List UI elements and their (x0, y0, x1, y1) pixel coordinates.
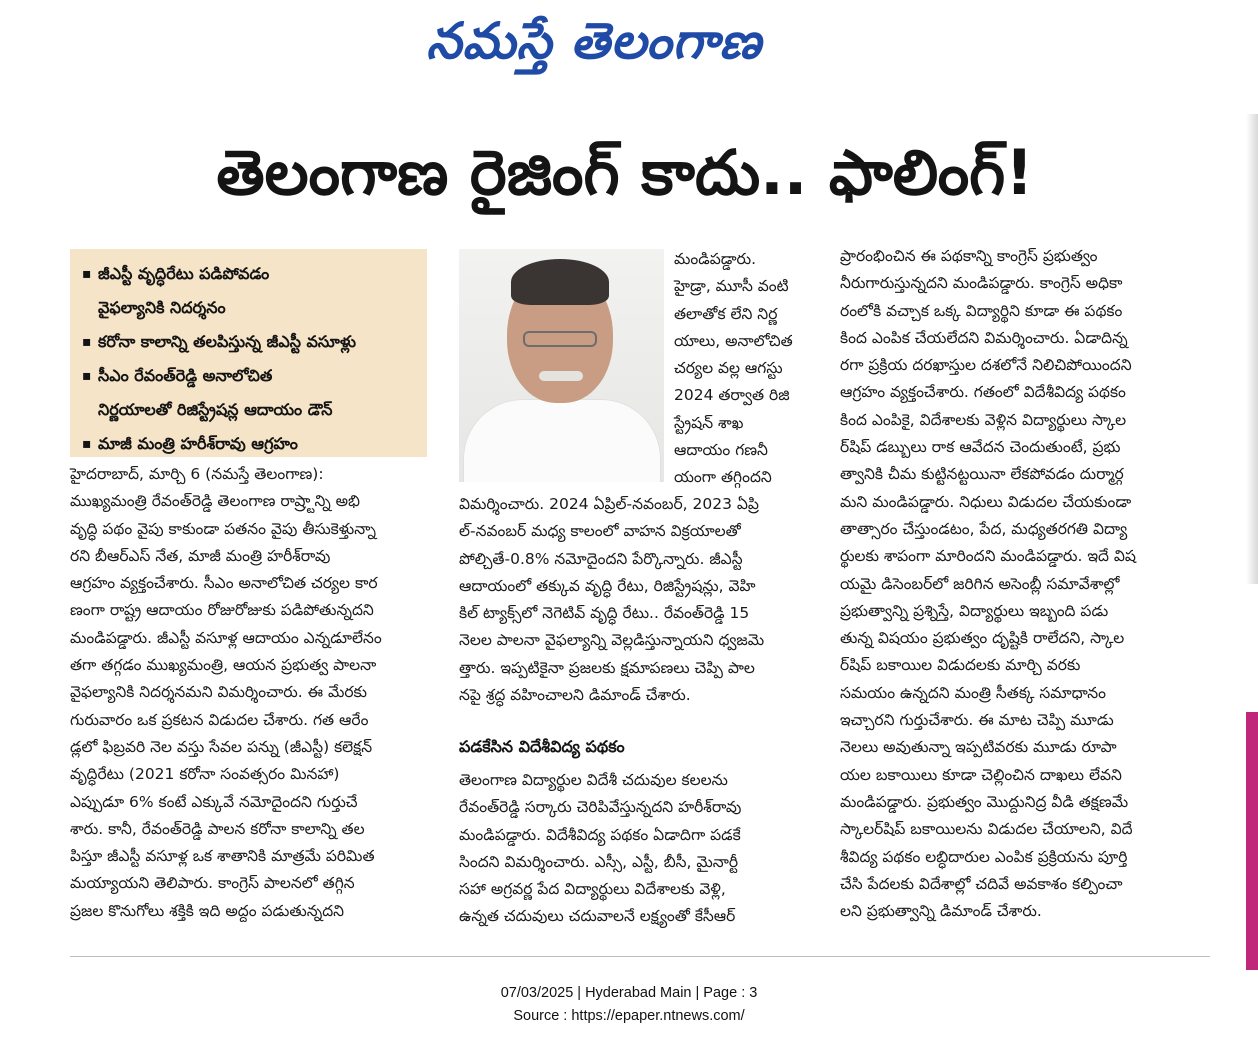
portrait-hair (511, 259, 609, 305)
page-edge-shadow (1246, 114, 1258, 584)
masthead-logo (0, 6, 1258, 76)
article-column-1: హైదరాబాద్, మార్చి 6 (నమస్తే తెలంగాణ): ముఖ్యమంత్రి రేవంత్‌రెడ్డి తెలంగాణ రాష్ర్టాన్ని అభి వృద్ధి పథం వైపు కాకుండా పతనం వైపు తీసుకెళ్తున్నా రని బీఆర్‌ఎస్ నేత, మాజీ మంత్రి హరీశ్‌రావు ఆగ్రహం వ్యక్తంచేశారు. సీఎం అనాలోచిత చర్యల కార ణంగా రాష్ట్ర ఆదాయం రోజురోజుకు పడిపోతున్నదని మండిపడ్డారు. జీఎస్టీ వసూళ్ల ఆదాయం ఎన్నడూలేనం తగా తగ్గడం ముఖ్యమంత్రి, ఆయన ప్రభుత్వ పాలనా వైఫల్యానికి నిదర్శనమని విమర్శించారు. ఈ మేరకు గురువారం ఒక ప్రకటన విడుదల చేశారు. గత ఆరేం డ్లలో ఫిబ్రవరి నెల వస్తు సేవల పన్ను (జీఎస్టీ) కలెక్షన్ వృద్ధిరేటు (2021 కరోనా సంవత్సరం మినహా) ఎప్పుడూ 6% కంటే ఎక్కువే నమోదైందని గుర్తుచే శారు. కానీ, రేవంత్‌రెడ్డి పాలన కరోనా కాలాన్ని తల పిస్తూ జీఎస్టీ వసూళ్ల ఒక శాతానికి మాత్రమే పరిమిత మయ్యాయని తెలిపారు. కాంగ్రెస్ పాలనలో తగ్గిన ప్రజల కొనుగోలు శక్తికి ఇది అద్దం పడుతున్నదని (70, 465, 382, 920)
article-column-2-bottom: తెలంగాణ విద్యార్థుల విదేశీ చదువుల కలలను రేవంత్‌రెడ్డి సర్కారు చెరిపివేస్తున్నదని హరీశ్‌రావు మండిపడ్డారు. విదేశీవిద్య పథకం ఏడాదిగా పడకే సిందని విమర్శించారు. ఎస్సీ, ఎస్టీ, బీసీ, మైనార్టీ సహా అగ్రవర్ణ పేద విద్యార్థులు విదేశాలకు వెళ్లి, ఉన్నత చదువులు చదువాలనే లక్ష్యంతో కేసీఆర్ (459, 771, 742, 926)
portrait-photo (459, 249, 664, 482)
masthead-title: నమస్తే తెలంగాణ (426, 12, 762, 70)
section-subheading: పడకేసిన విదేశీవిద్య పథకం (459, 737, 625, 756)
footer-source-link[interactable]: Source : https://epaper.ntnews.com/ (513, 1008, 745, 1024)
highlight-item: ▪ జీఎస్టీ వృద్ధిరేటు పడిపోవడం వైఫల్యానికి నిదర్శనం (82, 257, 421, 325)
headline: తెలంగాణ రైజింగ్ కాదు.. ఫాలింగ్! (216, 136, 1034, 209)
article-column-2-middle: విమర్శించారు. 2024 ఏప్రిల్-నవంబర్, 2023 ఏప్రి ల్-నవంబర్ మధ్య కాలంలో వాహన విక్రయాలతో పోల్చితే-0.8% నమోదైందని పేర్కొన్నారు. జీఎస్టీ ఆదాయంలో తక్కువ వృద్ధి రేటు, రిజిస్ట్రేషన్లు, వెహి కిల్ ట్యాక్స్‌లో నెగెటివ్ వృద్ధి రేటు.. రేవంత్‌రెడ్డి 15 నెలల పాలనా వైఫల్యాన్ని వెల్లడిస్తున్నాయని ధ్వజమె త్తారు. ఇప్పటికైనా ప్రజలకు క్షమాపణలు చెప్పి పాల నపై శ్రద్ధ వహించాలని డిమాండ్ చేశారు. (459, 495, 765, 705)
portrait-moustache (539, 371, 583, 381)
highlights-box (70, 249, 427, 457)
footer-edition-info: 07/03/2025 | Hyderabad Main | Page : 3 (500, 985, 758, 1001)
footer-divider (70, 956, 1210, 957)
highlight-item: ▪ మాజీ మంత్రి హరీశ్‌రావు ఆగ్రహం (82, 427, 421, 461)
portrait-shirt (463, 399, 661, 482)
article-column-3: ప్రారంభించిన ఈ పథకాన్ని కాంగ్రెస్ ప్రభుత్వం నీరుగారుస్తున్నదని మండిపడ్డారు. కాంగ్రెస్ అధికా రంలోకి వచ్చాక ఒక్క విద్యార్థిని కూడా ఈ పథకం కింద ఎంపిక చేయలేదని విమర్శించారు. ఏడాదిన్న రగా ప్రక్రియ దరఖాస్తుల దశలోనే నిలిచిపోయిందని ఆగ్రహం వ్యక్తంచేశారు. గతంలో విదేశీవిద్య పథకం కింద ఎంపికై, విదేశాలకు వెళ్లిన విద్యార్థులు స్కాల ర్‌షిప్ డబ్బులు రాక ఆవేదన చెందుతుంటే, ప్రభు త్వానికి చీమ కుట్టినట్టయినా లేకపోవడం దుర్మార్గ మని మండిపడ్డారు. నిధులు విడుదల చేయకుండా తాత్సారం చేస్తుండటం, పేద, మధ్యతరగతి విద్యా ర్థులకు శాపంగా మారిందని మండిపడ్డారు. ఇదే విష యమై డిసెంబర్‌లో జరిగిన అసెంబ్లీ సమావేశాల్లో ప్రభుత్వాన్ని ప్రశ్నిస్తే, విద్యార్థులు ఇబ్బంది పడు తున్న విషయం ప్రభుత్వం దృష్టికి రాలేదని, స్కాల ర్‌షిప్ బకాయిల విడుదలకు మార్చి వరకు సమయం ఉన్నదని మంత్రి సీతక్క సమాధానం ఇచ్చారని గుర్తుచేశారు. ఈ మాట చెప్పి మూడు నెలలు అవుతున్నా ఇప్పటివరకు మూడు రూపా యల బకాయిలు కూడా చెల్లించిన దాఖలు లేవని మండిపడ్డారు. ప్రభుత్వం మొద్దునిద్ర వీడి తక్షణమే స్కాలర్‌షిప్ బకాయిలను విడుదల చేయాలని, విదే శీవిద్య పథకం లబ్ధిదారుల ఎంపిక ప్రక్రియను పూర్తి చేసి పేదలకు విదేశాల్లో చదివే అవకాశం కల్పించా లని ప్రభుత్వాన్ని డిమాండ్ చేశారు. (840, 247, 1136, 921)
article-column-2-top: మండిపడ్డారు. హైడ్రా, మూసీ వంటి తలాతోక లేని నిర్ణ యాలు, అనాలోచిత చర్యల వల్ల ఆగస్టు 2024 తర్వాత రిజి స్ట్రేషన్ శాఖ ఆదాయం గణనీ యంగా తగ్గిందని (674, 250, 793, 487)
portrait-glasses (523, 331, 597, 347)
highlight-item: ▪ కరోనా కాలాన్ని తలపిస్తున్న జీఎస్టీ వసూళ్లు (82, 325, 421, 359)
highlights-list (82, 257, 421, 461)
page-edge-accent (1246, 712, 1258, 970)
highlight-item: ▪ సీఎం రేవంత్‌రెడ్డి అనాలోచిత నిర్ణయాలతో రిజిస్ట్రేషన్ల ఆదాయం డౌన్ (82, 359, 421, 427)
